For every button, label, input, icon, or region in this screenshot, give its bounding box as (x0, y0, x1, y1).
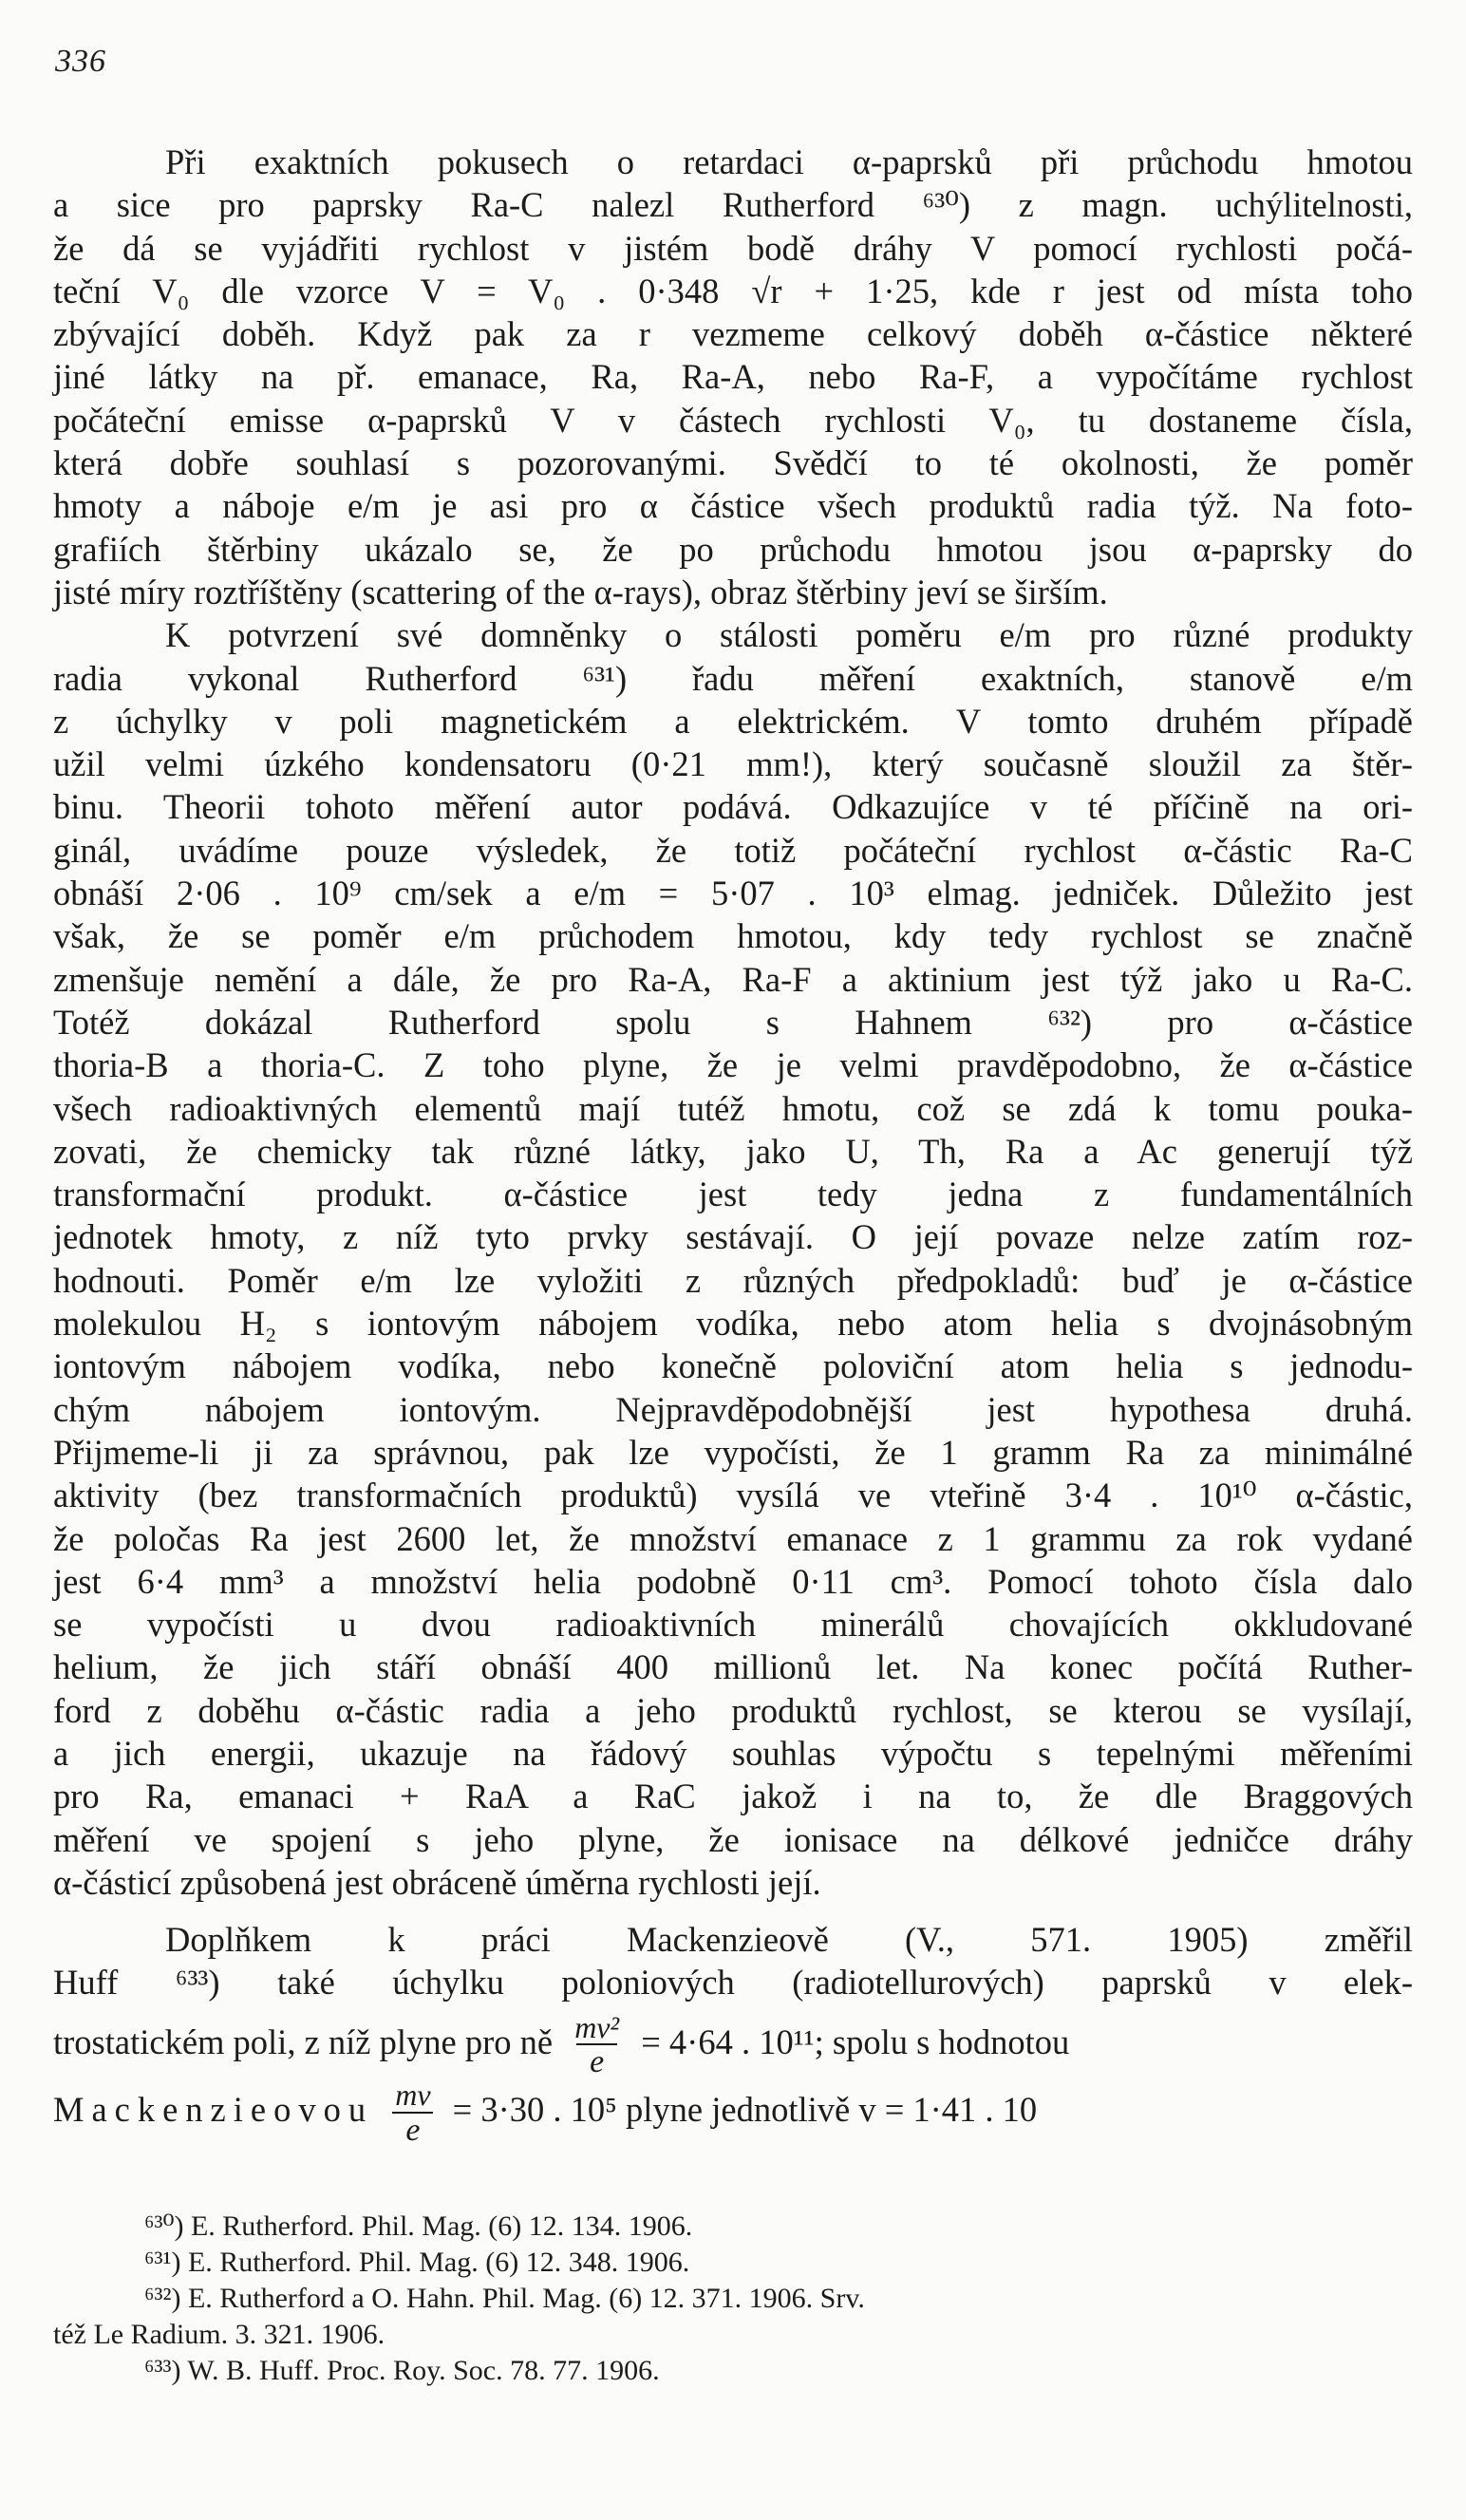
text-line: jest 6·4 mm³ a množství helia podobně 0·11 cm³. Pomocí tohoto čísla dalo (53, 1561, 1413, 1601)
text-line: radia vykonal Rutherford ⁶³¹) řadu měření exaktních, stanově e/m (53, 658, 1413, 698)
formula-text-after: = 4·64 . 10¹¹; spolu s hodnotou (641, 2022, 1070, 2061)
text-line: aktivity (bez transformačních produktů) vysílá ve vteřině 3·4 . 10¹⁰ α-částic, (53, 1476, 1413, 1515)
footnote-631: ⁶³¹) E. Rutherford. Phil. Mag. (6) 12. 348. 1906. (144, 2247, 690, 2278)
text-line: obnáší 2·06 . 10⁹ cm/sek a e/m = 5·07 . 10³ elmag. jedniček. Důležito jest (53, 874, 1413, 913)
text-line: binu. Theorii tohoto měření autor podává. Odkazujíce v té příčině na ori- (53, 787, 1413, 827)
text-line: se vypočísti u dvou radioaktivních minerálů chovajících okkludované (53, 1605, 1413, 1645)
footnote-633: ⁶³³) W. B. Huff. Proc. Roy. Soc. 78. 77. 1906. (144, 2355, 660, 2386)
text-line: iontovým nábojem vodíka, nebo konečně poloviční atom helia s jednodu- (53, 1346, 1413, 1386)
text-line: Huff ⁶³³) také úchylku poloniových (radiotellurových) paprsků v elek- (53, 1963, 1413, 2003)
formula-text-after: = 3·30 . 10⁵ plyne jednotlivě v = 1·41 . 10 (452, 2090, 1038, 2130)
text-line: hmoty a náboje e/m je asi pro α částice všech produktů radia týž. Na foto- (53, 486, 1413, 526)
paragraph-3 (53, 1918, 1413, 2147)
text-line: zbývající doběh. Když pak za r vezmeme celkový doběh α-částice některé (53, 314, 1413, 354)
text-line: chým nábojem iontovým. Nejpravděpodobnější jest hypothesa druhá. (53, 1389, 1413, 1429)
text-line: ford z doběhu α-částic radia a jeho produktů rychlost, se kterou se vysílají, (53, 1690, 1413, 1730)
text-line: α-částicí způsobená jest obráceně úměrna rychlosti její. (53, 1862, 821, 1902)
text-line: jiné látky na př. emanace, Ra, Ra-A, nebo Ra-F, a vypočítáme rychlost (53, 357, 1413, 397)
text-line: pro Ra, emanaci + RaA a RaC jakož i na to, že dle Braggových (53, 1777, 1413, 1816)
paragraph-1 (53, 141, 1413, 613)
fraction-numerator: mv² (574, 2009, 620, 2044)
formula-text-before: trostatickém poli, z níž plyne pro ně (53, 2022, 554, 2061)
text-line: počáteční emisse α-paprsků V v částech rychlosti V₀, tu dostaneme čísla, (53, 400, 1413, 440)
text-line: že dá se vyjádřiti rychlost v jistém bodě dráhy V pomocí rychlosti počá- (53, 228, 1413, 268)
text-line: Totéž dokázal Rutherford spolu s Hahnem ⁶³²) pro α-částice (53, 1002, 1413, 1042)
fraction-mv2-over-e (565, 2009, 629, 2080)
text-line: helium, že jich stáří obnáší 400 millionů let. Na konec počítá Ruther- (53, 1647, 1413, 1687)
footnote-630: ⁶³⁰) E. Rutherford. Phil. Mag. (6) 12. 134. 1906. (144, 2210, 693, 2242)
page-number: 336 (55, 44, 106, 79)
text-line: z úchylky v poli magnetickém a elektrickém. V tomto druhém případě (53, 701, 1413, 741)
text-line: a sice pro paprsky Ra-C nalezl Rutherford ⁶³⁰) z magn. uchýlitelnosti, (53, 185, 1413, 225)
text-line: jisté míry roztříštěny (scattering of the α-rays), obraz štěrbiny jeví se širším. (53, 572, 1108, 611)
formula-text-before: Mackenzieovou (53, 2090, 374, 2130)
text-line: která dobře souhlasí s pozorovanými. Svědčí to té okolnosti, že poměr (53, 443, 1413, 483)
text-line: a jich energii, ukazuje na řádový souhlas výpočtu s tepelnými měřeními (53, 1733, 1413, 1773)
footnotes (53, 2209, 1413, 2389)
text-line: však, že se poměr e/m průchodem hmotou, kdy tedy rychlost se značně (53, 916, 1413, 956)
text-line: K potvrzení své domněnky o stálosti poměru e/m pro různé produkty (165, 615, 1413, 655)
formula-line-mv2 (53, 2009, 1413, 2080)
formula-line-mv (53, 2079, 1413, 2147)
text-line: zovati, že chemicky tak různé látky, jako U, Th, Ra a Ac generují týž (53, 1131, 1413, 1171)
text-line: Přijmeme-li ji za správnou, pak lze vypočísti, že 1 gramm Ra za minimálné (53, 1432, 1413, 1472)
text-line: ginál, uvádíme pouze výsledek, že totiž počáteční rychlost α-částic Ra-C (53, 830, 1413, 870)
text-line: molekulou H₂ s iontovým nábojem vodíka, nebo atom helia s dvojnásobným (53, 1304, 1413, 1344)
fraction-numerator: mv (395, 2078, 431, 2113)
fraction-mv-over-e (385, 2079, 440, 2147)
text-line: transformační produkt. α-částice jest tedy jedna z fundamentálních (53, 1175, 1413, 1214)
fraction-denominator: e (392, 2112, 433, 2148)
footnote-632: ⁶³²) E. Rutherford a O. Hahn. Phil. Mag. (6) 12. 371. 1906. Srv. (144, 2283, 865, 2314)
text-line: měření ve spojení s jeho plyne, že ionisace na délkové jedničce dráhy (53, 1819, 1413, 1859)
text-line: všech radioaktivných elementů mají tutéž hmotu, což se zdá k tomu pouka- (53, 1088, 1413, 1128)
text-line: teční V₀ dle vzorce V = V₀ . 0·348 √r + 1·25, kde r jest od místa toho (53, 271, 1413, 310)
text-line: grafiích štěrbiny ukázalo se, že po průchodu hmotou jsou α-paprsky do (53, 529, 1413, 569)
body-text (53, 141, 1413, 2147)
text-line: Doplňkem k práci Mackenzieově (V., 571. 1905) změřil (165, 1920, 1413, 1960)
fraction-denominator: e (576, 2043, 617, 2079)
text-line: že poločas Ra jest 2600 let, že množství emanace z 1 grammu za rok vydané (53, 1518, 1413, 1558)
paragraph-2 (53, 613, 1413, 1904)
text-line: jednotek hmoty, z níž tyto prvky sestávají. O její povaze nelze zatím roz- (53, 1217, 1413, 1257)
footnote-632-continuation: též Le Radium. 3. 321. 1906. (53, 2319, 385, 2350)
text-line: zmenšuje nemění a dále, že pro Ra-A, Ra-F a aktinium jest týž jako u Ra-C. (53, 959, 1413, 999)
text-line: thoria-B a thoria-C. Z toho plyne, že je velmi pravděpodobno, že α-částice (53, 1045, 1413, 1085)
text-line: užil velmi úzkého kondensatoru (0·21 mm!), který současně sloužil za štěr- (53, 744, 1413, 784)
text-line: Při exaktních pokusech o retardaci α-paprsků při průchodu hmotou (165, 142, 1413, 181)
text-line: hodnouti. Poměr e/m lze vyložiti z různých předpokladů: buď je α-částice (53, 1260, 1413, 1300)
